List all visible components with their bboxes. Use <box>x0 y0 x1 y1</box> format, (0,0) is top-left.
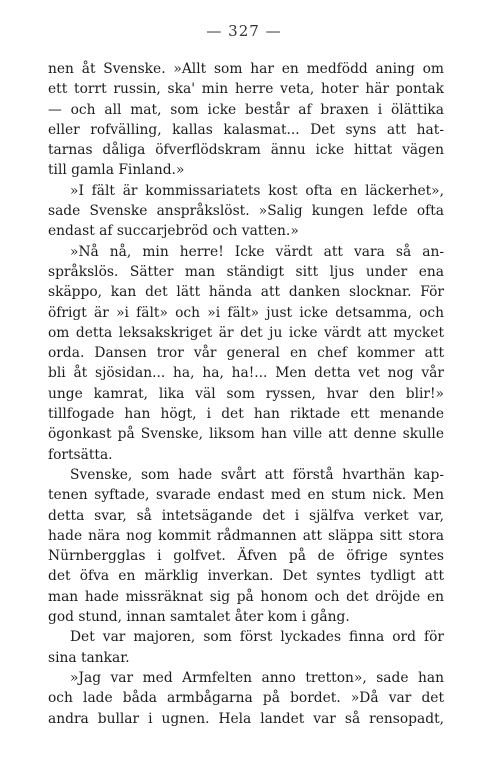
text-line: tarnas dåliga öfverflödskram ännu icke hittat vägen <box>48 142 444 159</box>
text-line: och lade båda armbågarna på bordet. »Då var det <box>48 690 444 707</box>
text-line: öfrigt är »i fält» och »i fält» just icke detsamma, och <box>48 304 444 321</box>
text-line: eller rofvälling, kallas kalasmat... Det syns att hat- <box>48 121 444 138</box>
text-line: ögonkast på Svenske, liksom han ville att denne skulle <box>48 426 444 443</box>
text-line: nen åt Svenske. »Allt som har en medfödd aning om <box>48 61 444 77</box>
text-line: »I fält är kommissariatets kost ofta en läckerhet», <box>70 182 444 199</box>
text-line: — och all mat, som icke består af braxen i ölättika <box>48 101 444 118</box>
text-line: man hade missräknat sig på honom och det dröjde en <box>48 588 444 605</box>
text-line: Det var majoren, som först lyckades finna ord för <box>70 629 444 646</box>
text-line: tillfogade han högt, i det han riktade ett menande <box>48 406 444 423</box>
text-line: språkslös. Sätter man ständigt sitt ljus under ena <box>48 263 444 280</box>
text-line: orda. Dansen tror vår general en chef kommer att <box>48 345 444 362</box>
text-line: detta svar, så intetsägande det i själfva verket var, <box>48 507 444 524</box>
body-text <box>48 59 444 729</box>
text-line: till gamla Finland.» <box>48 162 185 179</box>
text-line: god stund, innan samtalet åter kom i gång. <box>48 609 350 626</box>
text-line: Nürnbergglas i golfvet. Äfven på de öfrige syntes <box>48 548 444 565</box>
text-line: fortsätta. <box>48 446 113 463</box>
text-line: sade Svenske anspråkslöst. »Salig kungen lefde ofta <box>48 203 444 220</box>
text-line: »Nå nå, min herre! Icke värdt att vara så an- <box>70 243 444 260</box>
text-line: unge kamrat, lika väl som ryssen, hvar den blir!» <box>48 385 444 402</box>
text-line: om detta leksakskriget är det ju icke värdt att mycket <box>48 324 444 341</box>
text-line: bli åt sjösidan... ha, ha, ha!... Men detta vet nog vår <box>48 365 444 382</box>
text-line: andra bullar i ugnen. Hela landet var så rensopadt, <box>48 710 444 727</box>
text-line: ett torrt russin, ska' min herre veta, hoter här pontak <box>48 81 444 98</box>
text-line: endast af succarjebröd och vatten.» <box>48 223 299 240</box>
text-line: »Jag var med Armfelten anno tretton», sade han <box>70 669 444 686</box>
page-number: — 327 — <box>206 22 282 40</box>
text-line: skäppo, kan det lätt hända att danken slocknar. För <box>48 284 444 301</box>
text-line: hade nära nog kommit rådmannen att släppa sitt stora <box>48 527 444 544</box>
text-line: det öfva en märklig inverkan. Det syntes tydligt att <box>48 568 444 585</box>
text-line: tenen syftade, svarade endast med en stum nick. Men <box>48 487 444 504</box>
text-line: Svenske, som hade svårt att förstå hvarthän kap- <box>70 466 444 483</box>
text-line: sina tankar. <box>48 649 130 666</box>
